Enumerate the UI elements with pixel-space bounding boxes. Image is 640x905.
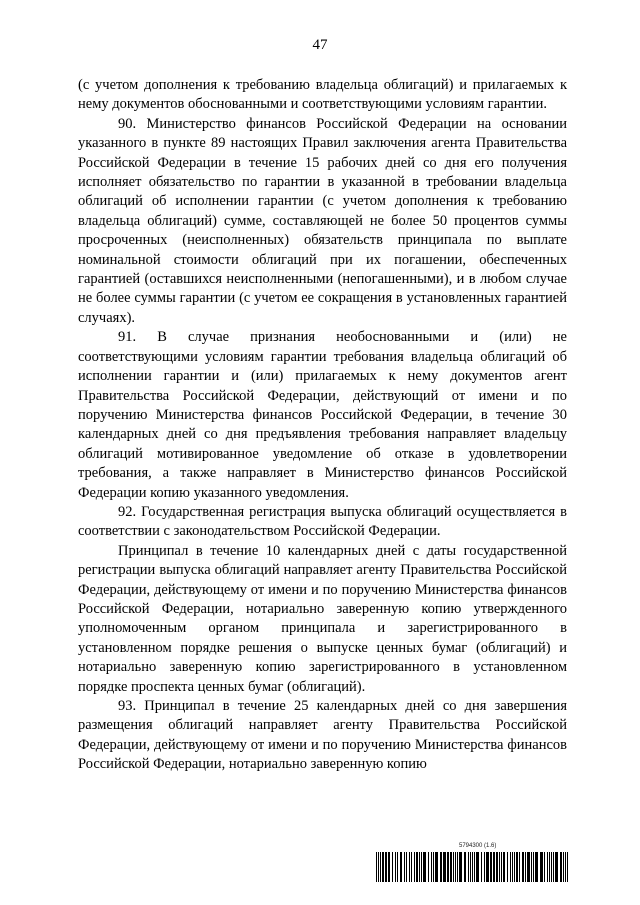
paragraph-item-92: 92. Государственная регистрация выпуска облигаций осуществляется в соответствии с законодательством Российской Федерации. [78,503,567,540]
barcode-icon [376,852,568,882]
paragraph-item-93: 93. Принципал в течение 25 календарных дней со дня завершения размещения облигаций направляет агенту Правительства Российской Федерации, действующему от имени и по поручению Министерства финансов Российской Федерации, нотариально заверенную копию [78,698,567,773]
document-code: 5794300 (1.6) [459,843,497,849]
paragraph-item-91: 91. В случае признания необоснованными и (или) не соответствующими условиям гарантии требования владельца облигаций об исполнении гарантии и (или) прилагаемых к нему документов агент Правительства Российской Федерации, действующий от имени и по поручению Министерства финансов Российской Федерации, в течение 30 календарных дней со дня предъявления требования направляет владельцу облигаций мотивированное уведомление об отказе в удовлетворении требования, а также направляет в Министерство финансов Российской Федерации копию указанного уведомления. [78,329,567,501]
page-number: 47 [312,37,328,53]
paragraph-continuation: (с учетом дополнения к требованию владельца облигаций) и прилагаемых к нему документов обоснованными и соответствующими условиям гарантии. [78,77,567,113]
paragraph-item-90: 90. Министерство финансов Российской Федерации на основании указанного в пункте 89 настоящих Правил заключения агента Правительства Российской Федерации в течение 15 рабочих дней со дня его получения исполняет обязательство по гарантии в указанной в требовании владельца облигаций об исполнении гарантии (с учетом дополнения к требованию владельца облигаций) сумме, составляющей не более 50 процентов суммы просроченных (неисполненных) обязательств принципала по выплате номинальной стоимости облигаций при их погашении, обеспеченных гарантией (оставшихся неисполненными (непогашенными), и в любом случае не более суммы гарантии (с учетом ее сокращения в установленных гарантией случаях). [78,115,567,326]
document-body [78,76,567,775]
paragraph-principal-registration: Принципал в течение 10 календарных дней с даты государственной регистрации выпуска облигаций направляет агенту Правительства Российской Федерации, действующему от имени и по поручению Министерства финансов Российской Федерации, нотариально заверенную копию утвержденного уполномоченным органом принципала и зарегистрированного в установленном порядке решения о выпуске ценных бумаг (облигаций) и нотариально заверенную копию зарегистрированного в установленном порядке проспекта ценных бумаг (облигаций). [78,542,567,695]
